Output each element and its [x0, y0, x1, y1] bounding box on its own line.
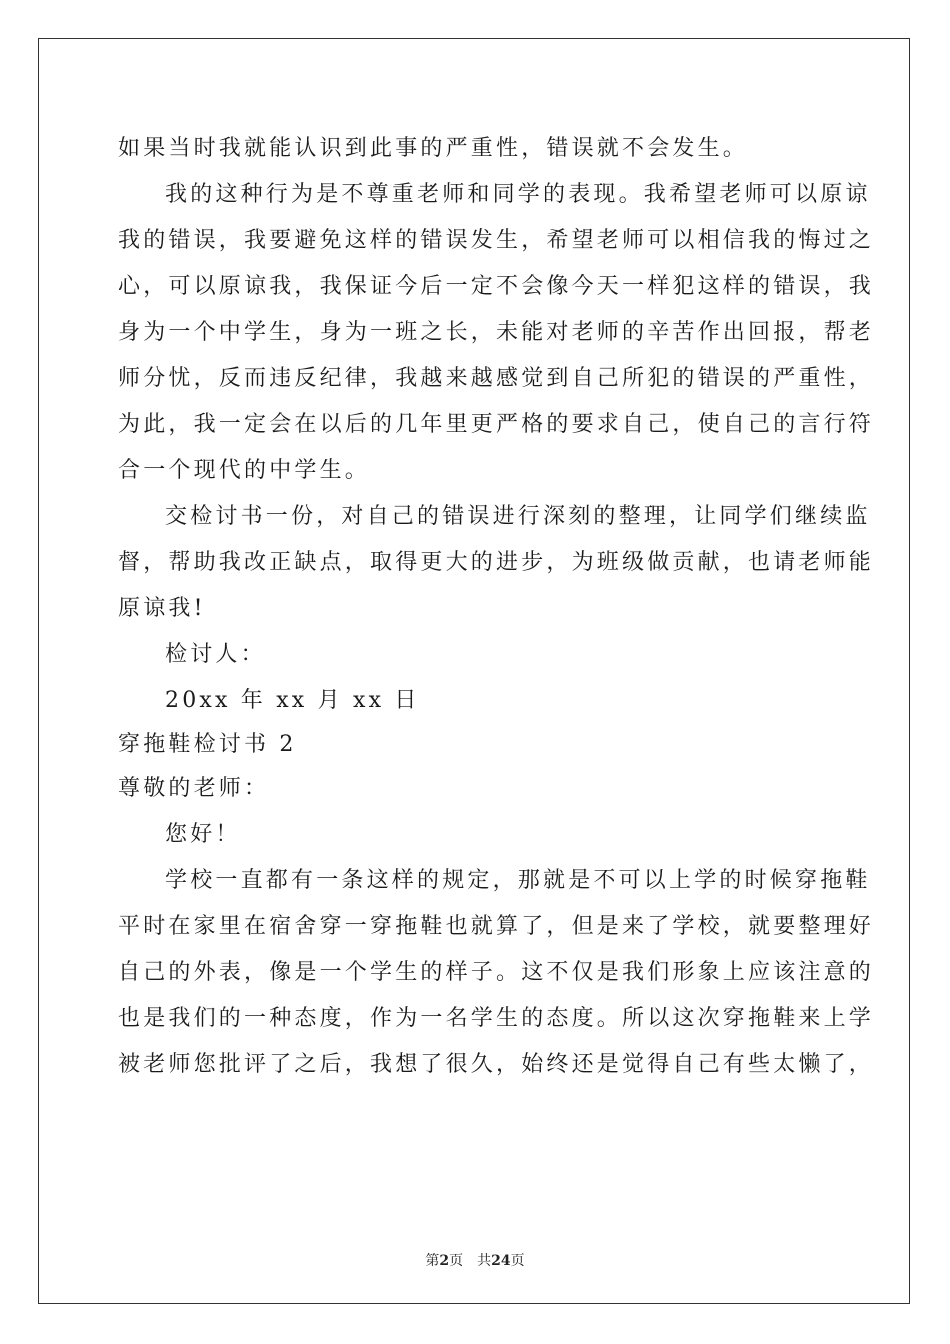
paragraph-line: 身为一个中学生，身为一班之长，未能对老师的辛苦作出回报，帮老 — [118, 320, 875, 345]
page-prefix: 第 — [425, 1253, 440, 1269]
salutation: 尊敬的老师： — [118, 776, 270, 801]
page-number: 2 — [439, 1253, 450, 1269]
paragraph-line: 师分忧，反而违反纪律，我越来越感觉到自己所犯的错误的严重性， — [118, 366, 875, 391]
document-body — [118, 126, 875, 1088]
greeting: 您好！ — [165, 822, 241, 847]
paragraph-line: 我的这种行为是不尊重老师和同学的表现。我希望老师可以原谅 — [165, 182, 871, 207]
paragraph-line: 被老师您批评了之后，我想了很久，始终还是觉得自己有些太懒了， — [118, 1052, 875, 1077]
paragraph-line: 我的错误，我要避免这样的错误发生，希望老师可以相信我的悔过之 — [118, 228, 875, 253]
paragraph-line: 督，帮助我改正缺点，取得更大的进步，为班级做贡献，也请老师能 — [118, 550, 875, 575]
section-title: 穿拖鞋检讨书 2 — [118, 732, 297, 757]
total-suffix: 页 — [510, 1253, 525, 1269]
total-pages: 24 — [491, 1253, 511, 1269]
date-line: 20xx 年 xx 月 xx 日 — [165, 688, 420, 713]
total-prefix: 共 — [477, 1253, 492, 1269]
paragraph-line: 心，可以原谅我，我保证今后一定不会像今天一样犯这样的错误，我 — [118, 274, 875, 299]
signature-label: 检讨人： — [165, 642, 266, 667]
paragraph-line: 平时在家里在宿舍穿一穿拖鞋也就算了，但是来了学校，就要整理好 — [118, 914, 875, 939]
paragraph-line: 自己的外表，像是一个学生的样子。这不仅是我们形象上应该注意的 — [118, 960, 875, 985]
paragraph-line: 原谅我! — [118, 596, 206, 621]
paragraph-line: 合一个现代的中学生。 — [118, 458, 371, 483]
paragraph-line: 如果当时我就能认识到此事的严重性，错误就不会发生。 — [118, 136, 749, 161]
paragraph-line: 为此，我一定会在以后的几年里更严格的要求自己，使自己的言行符 — [118, 412, 875, 437]
paragraph-line: 学校一直都有一条这样的规定，那就是不可以上学的时候穿拖鞋 — [165, 868, 871, 893]
paragraph-line: 也是我们的一种态度，作为一名学生的态度。所以这次穿拖鞋来上学 — [118, 1006, 875, 1031]
page-suffix: 页 — [449, 1253, 464, 1269]
paragraph-line: 交检讨书一份，对自己的错误进行深刻的整理，让同学们继续监 — [165, 504, 871, 529]
page-footer — [0, 1250, 950, 1270]
